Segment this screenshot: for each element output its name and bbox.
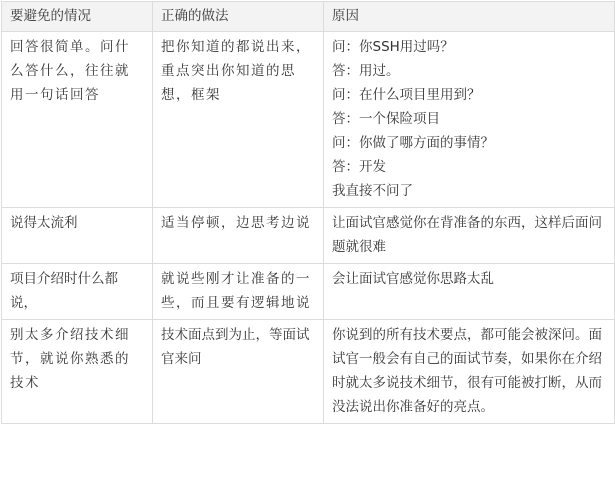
reason-cell xyxy=(324,32,615,208)
reason-line: 答：用过。 xyxy=(332,63,400,79)
interview-tips-table xyxy=(1,1,615,424)
approach-cell: 就说些刚才让准备的一些，而且要有逻辑地说 xyxy=(153,264,324,320)
table-row xyxy=(2,264,615,320)
approach-cell: 适当停顿，边思考边说 xyxy=(153,208,324,264)
header-situation: 要避免的情况 xyxy=(2,2,153,32)
reason-cell: 让面试官感觉你在背准备的东西，这样后面问题就很难 xyxy=(324,208,615,264)
situation-cell: 别太多介绍技术细节，就说你熟悉的技术 xyxy=(2,320,153,424)
table-row xyxy=(2,208,615,264)
reason-cell: 会让面试官感觉你思路太乱 xyxy=(324,264,615,320)
reason-cell: 你说到的所有技术要点，都可能会被深问。面试官一般会有自己的面试节奏，如果你在介绍时就太多说技术细节，很有可能被打断，从而没法说出你准备好的亮点。 xyxy=(324,320,615,424)
header-approach: 正确的做法 xyxy=(153,2,324,32)
reason-line: 问：你SSH用过吗？ xyxy=(332,39,454,55)
approach-cell: 技术面点到为止，等面试官来问 xyxy=(153,320,324,424)
situation-cell: 项目介绍时什么都说， xyxy=(2,264,153,320)
header-reason: 原因 xyxy=(324,2,615,32)
reason-line: 问：你做了哪方面的事情？ xyxy=(332,135,494,151)
reason-line: 答：一个保险项目 xyxy=(332,111,440,127)
table-row xyxy=(2,32,615,208)
situation-cell: 说得太流利 xyxy=(2,208,153,264)
table-row xyxy=(2,320,615,424)
reason-line: 答：开发 xyxy=(332,159,386,175)
situation-cell: 回答很简单。问什么答什么，往往就用一句话回答 xyxy=(2,32,153,208)
approach-cell: 把你知道的都说出来，重点突出你知道的思想，框架 xyxy=(153,32,324,208)
table-header-row xyxy=(2,2,615,32)
reason-line: 我直接不问了 xyxy=(332,183,413,199)
reason-line: 问：在什么项目里用到？ xyxy=(332,87,481,103)
